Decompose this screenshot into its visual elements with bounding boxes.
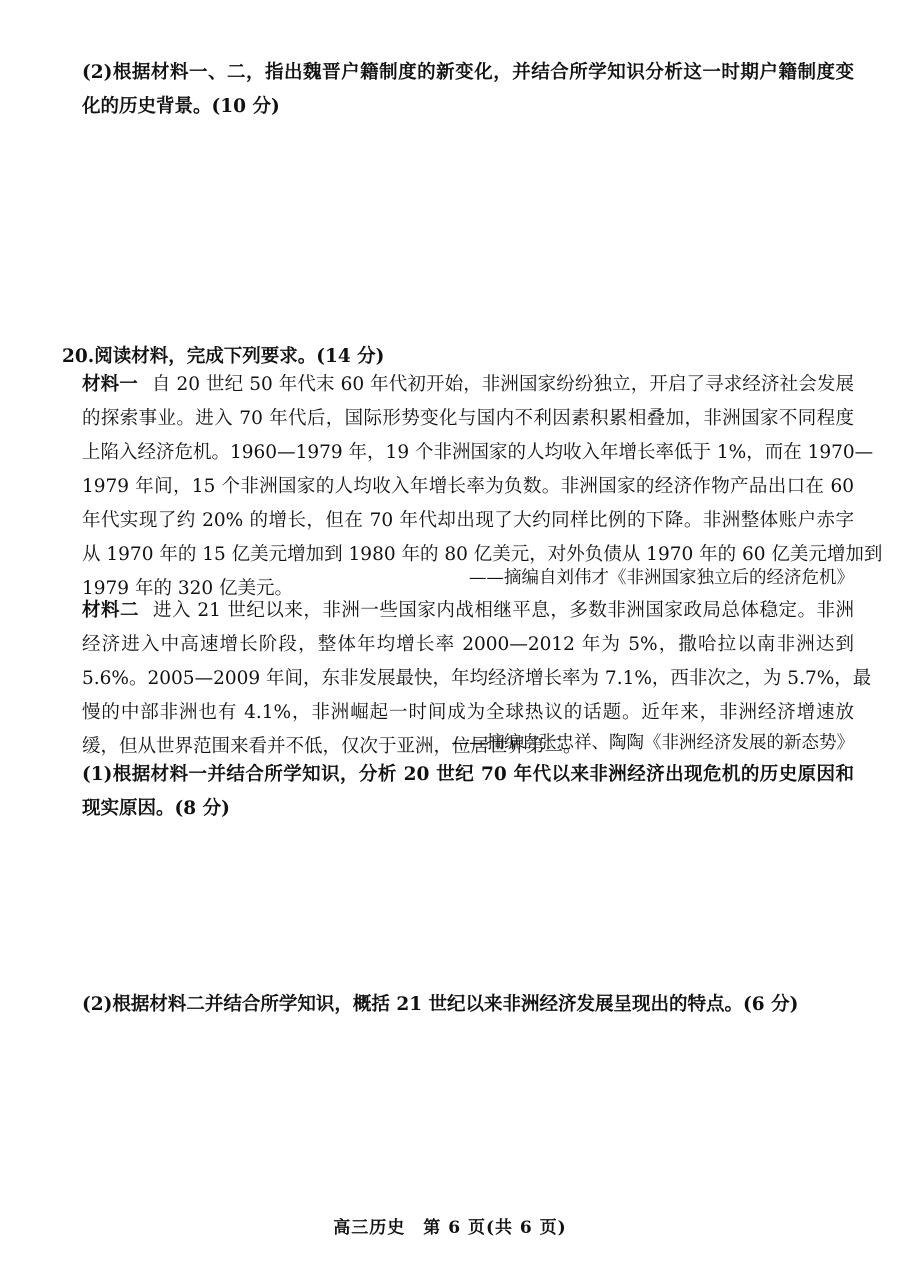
material-1-line: 上陷入经济危机。1960—1979 年，19 个非洲国家的人均收入年增长率低于 1%，而在 1970— — [82, 442, 874, 463]
material-1-line: 1979 年间，15 个非洲国家的人均收入年增长率为负数。非洲国家的经济作物产品出口在 60 — [82, 476, 854, 497]
material-1-source: ——摘编自刘伟才《非洲国家独立后的经济危机》 — [469, 568, 854, 588]
q20-part1-line2: 现实原因。(8 分) — [82, 798, 230, 819]
material-2-line: 经济进入中高速增长阶段，整体年均增长率 2000—2012 年为 5%，撒哈拉以南非洲达到 — [82, 634, 854, 655]
material-1-text: 自 20 世纪 50 年代末 60 年代初开始，非洲国家纷纷独立，开启了寻求经济社会发展 — [151, 374, 854, 395]
material-2-text: 进入 21 世纪以来，非洲一些国家内战相继平息，多数非洲国家政局总体稳定。非洲 — [153, 600, 854, 621]
material-1-line: 1979 年的 320 亿美元。 — [82, 578, 294, 599]
q19-part2-line2: 化的历史背景。(10 分) — [82, 96, 280, 117]
material-2-line — [82, 594, 854, 628]
material-2-line: 缓，但从世界范围来看并不低，仅次于亚洲，位居世界第二。 — [82, 736, 582, 757]
material-2-line: 慢的中部非洲也有 4.1%，非洲崛起一时间成为全球热议的话题。近年来，非洲经济增速放 — [82, 702, 854, 723]
material-2-label: 材料二 — [82, 600, 140, 621]
q20-number: 20. — [62, 346, 95, 367]
q19-part2-question — [82, 56, 854, 124]
material-1-line: 年代实现了约 20% 的增长，但在 70 年代却出现了大约同样比例的下降。非洲整体账户赤字 — [82, 510, 854, 531]
material-1-label: 材料一 — [82, 374, 138, 395]
material-2-line: 5.6%。2005—2009 年间，东非发展最快，年均经济增长率为 7.1%，西非次之，为 5.7%，最 — [82, 668, 872, 689]
q20-part1-question — [82, 758, 854, 826]
q19-part2-line1: (2)根据材料一、二，指出魏晋户籍制度的新变化，并结合所学知识分析这一时期户籍制度变 — [82, 62, 854, 83]
material-1-line: 的探索事业。进入 70 年代后，国际形势变化与国内不利因素积累相叠加，非洲国家不同程度 — [82, 408, 854, 429]
page-footer: 高三历史 第 6 页(共 6 页) — [333, 1218, 567, 1238]
material-1-line — [82, 368, 854, 402]
q20-part2-question — [82, 988, 854, 1022]
q20-part1-line1: (1)根据材料一并结合所学知识，分析 20 世纪 70 年代以来非洲经济出现危机的历史原因和 — [82, 764, 854, 785]
material-1-line: 从 1970 年的 15 亿美元增加到 1980 年的 80 亿美元，对外负债从 1970 年的 60 亿美元增加到 — [82, 544, 883, 565]
q20-prompt: 阅读材料，完成下列要求。(14 分) — [94, 346, 385, 367]
material-2-source: ——摘编自张忠祥、陶陶《非洲经济发展的新态势》 — [451, 733, 854, 753]
q20-part2-line: (2)根据材料二并结合所学知识，概括 21 世纪以来非洲经济发展呈现出的特点。(6 分) — [82, 994, 799, 1015]
